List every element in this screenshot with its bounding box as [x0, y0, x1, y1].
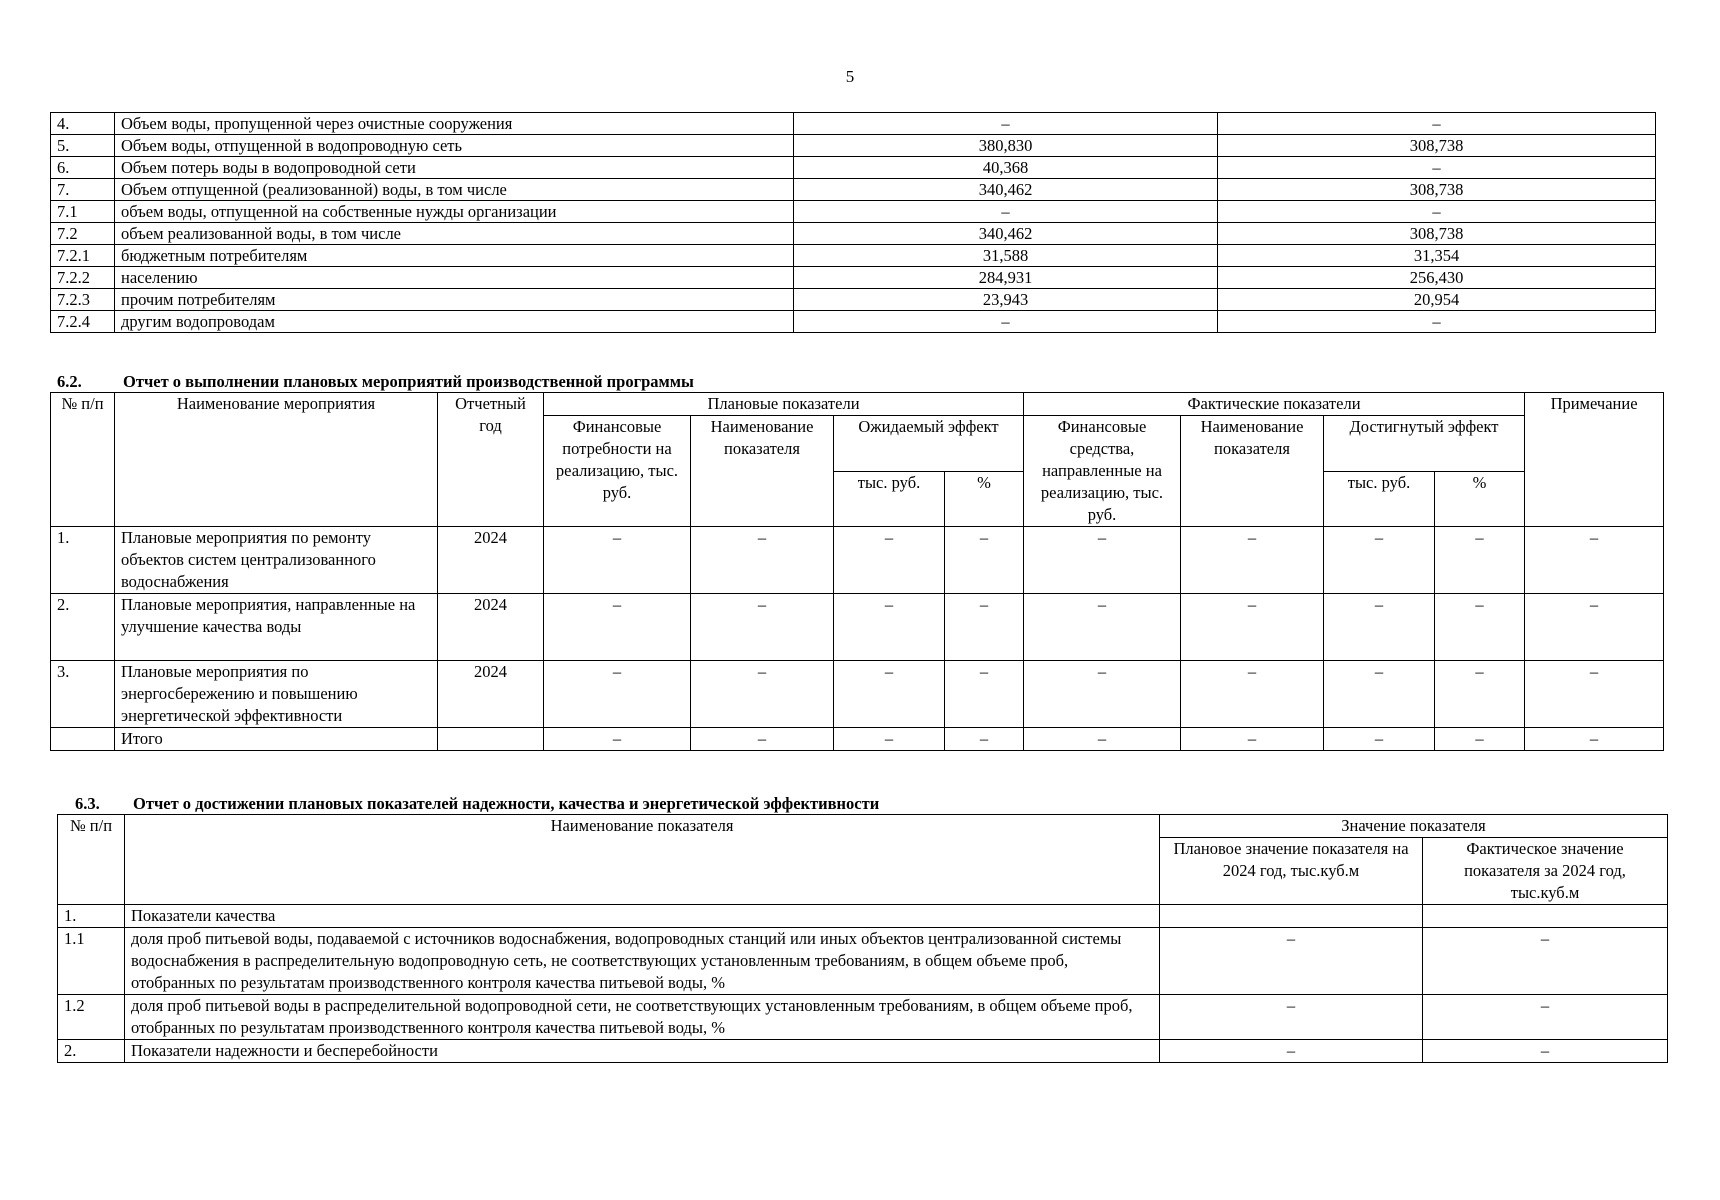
row-num: 2. — [51, 594, 115, 661]
indicators-table — [57, 814, 1668, 1063]
row-value: – — [1435, 661, 1525, 728]
row-name: Объем потерь воды в водопроводной сети — [115, 157, 794, 179]
row-num: 2. — [58, 1040, 125, 1063]
row-num: 7.2.4 — [51, 311, 115, 333]
row-value: – — [1181, 527, 1324, 594]
row-value: – — [945, 527, 1024, 594]
row-value: – — [945, 661, 1024, 728]
row-value: – — [945, 728, 1024, 751]
row-name: доля проб питьевой воды в распределительной водопроводной сети, не соответствующих установленным требованиям, в общем объеме проб, отобранных по результатам производственного контроля качества питьевой воды, % — [125, 995, 1160, 1040]
table-row — [51, 135, 1656, 157]
row-value: – — [691, 728, 834, 751]
row-name: Плановые мероприятия, направленные на улучшение качества воды — [115, 594, 438, 661]
row-planned: – — [1160, 928, 1423, 995]
row-value: – — [1525, 594, 1664, 661]
header-note: Примечание — [1525, 393, 1664, 527]
row-value-1: 340,462 — [794, 179, 1218, 201]
row-name: объем воды, отпущенной на собственные нужды организации — [115, 201, 794, 223]
header-planned-value: Плановое значение показателя на 2024 год, тыс.куб.м — [1160, 838, 1423, 905]
row-num: 7.2 — [51, 223, 115, 245]
row-planned: – — [1160, 1040, 1423, 1063]
row-num: 7.2.1 — [51, 245, 115, 267]
table-row — [51, 113, 1656, 135]
header-indicator-name: Наименование показателя — [125, 815, 1160, 905]
row-value: – — [1024, 728, 1181, 751]
row-value: – — [1324, 728, 1435, 751]
row-value-1: 23,943 — [794, 289, 1218, 311]
row-value: – — [1324, 594, 1435, 661]
page-number: 5 — [845, 67, 855, 86]
row-value-2: – — [1218, 311, 1656, 333]
row-value-1: 40,368 — [794, 157, 1218, 179]
table-row — [51, 201, 1656, 223]
row-name: Показатели качества — [125, 905, 1160, 928]
header-actual-financial: Финансовые средства, направленные на реализацию, тыс. руб. — [1024, 416, 1181, 527]
row-value: – — [834, 594, 945, 661]
row-value: – — [1525, 527, 1664, 594]
row-num: 7.1 — [51, 201, 115, 223]
row-value: – — [544, 527, 691, 594]
table-row — [58, 928, 1668, 995]
row-name: бюджетным потребителям — [115, 245, 794, 267]
row-value: – — [1024, 661, 1181, 728]
row-value-2: 256,430 — [1218, 267, 1656, 289]
header-plan-effect: Ожидаемый эффект — [834, 416, 1024, 472]
total-row — [51, 728, 1664, 751]
row-value: – — [1024, 527, 1181, 594]
header-actual-effect: Достигнутый эффект — [1324, 416, 1525, 472]
row-value: – — [691, 661, 834, 728]
row-name: Итого — [115, 728, 438, 751]
row-name: прочим потребителям — [115, 289, 794, 311]
row-planned — [1160, 905, 1423, 928]
row-value-2: – — [1218, 113, 1656, 135]
table-row — [51, 223, 1656, 245]
row-value: – — [1181, 594, 1324, 661]
table-row — [51, 267, 1656, 289]
row-num — [51, 728, 115, 751]
header-actual-thous: тыс. руб. — [1324, 471, 1435, 527]
header-num: № п/п — [58, 815, 125, 905]
row-value: – — [1024, 594, 1181, 661]
row-num: 1.2 — [58, 995, 125, 1040]
row-value: – — [834, 661, 945, 728]
table-row — [58, 1040, 1668, 1063]
row-value-2: – — [1218, 157, 1656, 179]
row-value: – — [691, 527, 834, 594]
table-row — [51, 594, 1664, 661]
header-planned: Плановые показатели — [544, 393, 1024, 416]
row-value: – — [945, 594, 1024, 661]
row-value: – — [1324, 661, 1435, 728]
header-actual-pct: % — [1435, 471, 1525, 527]
row-num: 7.2.2 — [51, 267, 115, 289]
row-num: 4. — [51, 113, 115, 135]
header-plan-thous: тыс. руб. — [834, 471, 945, 527]
row-num: 7. — [51, 179, 115, 201]
row-year: 2024 — [438, 527, 544, 594]
row-num: 7.2.3 — [51, 289, 115, 311]
header-measure-name: Наименование мероприятия — [115, 393, 438, 527]
row-value: – — [834, 527, 945, 594]
section-6-2-title: 6.2. Отчет о выполнении плановых мероприятий производственной программы — [57, 372, 694, 391]
row-name: Показатели надежности и бесперебойности — [125, 1040, 1160, 1063]
row-value: – — [1181, 728, 1324, 751]
row-value: – — [1435, 594, 1525, 661]
row-name: населению — [115, 267, 794, 289]
row-num: 3. — [51, 661, 115, 728]
row-num: 1. — [58, 905, 125, 928]
row-value-1: 31,588 — [794, 245, 1218, 267]
table-row — [51, 661, 1664, 728]
header-year: Отчетный год — [438, 393, 544, 527]
table-row — [51, 245, 1656, 267]
row-value: – — [1525, 728, 1664, 751]
row-value: – — [1435, 527, 1525, 594]
section-6-3-title: 6.3. Отчет о достижении плановых показателей надежности, качества и энергетической эффективности — [75, 794, 880, 813]
header-actual-indicator: Наименование показателя — [1181, 416, 1324, 527]
table-row — [51, 157, 1656, 179]
header-num: № п/п — [51, 393, 115, 527]
water-volume-table — [50, 112, 1656, 333]
row-name: Объем воды, отпущенной в водопроводную сеть — [115, 135, 794, 157]
row-value-2: 31,354 — [1218, 245, 1656, 267]
table-row — [51, 527, 1664, 594]
row-actual: – — [1423, 1040, 1668, 1063]
row-value-1: – — [794, 311, 1218, 333]
row-name: Объем отпущенной (реализованной) воды, в том числе — [115, 179, 794, 201]
row-value: – — [544, 594, 691, 661]
row-year: 2024 — [438, 594, 544, 661]
row-num: 5. — [51, 135, 115, 157]
row-value: – — [691, 594, 834, 661]
row-year — [438, 728, 544, 751]
table-row — [51, 311, 1656, 333]
row-value: – — [834, 728, 945, 751]
table-row — [51, 289, 1656, 311]
row-name: доля проб питьевой воды, подаваемой с источников водоснабжения, водопроводных станций или иных объектов централизованной системы водоснабжения в распределительную водопроводную сеть, не соответствующих установленным требованиям, в общем объеме проб, отобранных по результатам производственного контроля качества питьевой воды, % — [125, 928, 1160, 995]
row-value: – — [1525, 661, 1664, 728]
row-value-2: 308,738 — [1218, 179, 1656, 201]
row-name: Плановые мероприятия по энергосбережению и повышению энергетической эффективности — [115, 661, 438, 728]
row-value-1: 284,931 — [794, 267, 1218, 289]
row-actual — [1423, 905, 1668, 928]
row-name: Плановые мероприятия по ремонту объектов систем централизованного водоснабжения — [115, 527, 438, 594]
row-value: – — [1181, 661, 1324, 728]
row-actual: – — [1423, 995, 1668, 1040]
row-num: 1.1 — [58, 928, 125, 995]
table-row — [58, 905, 1668, 928]
row-value: – — [544, 661, 691, 728]
row-name: объем реализованной воды, в том числе — [115, 223, 794, 245]
row-value-1: – — [794, 113, 1218, 135]
row-year: 2024 — [438, 661, 544, 728]
row-value-2: – — [1218, 201, 1656, 223]
row-value-1: 340,462 — [794, 223, 1218, 245]
table-row — [58, 995, 1668, 1040]
table-row — [51, 179, 1656, 201]
row-name: другим водопроводам — [115, 311, 794, 333]
header-plan-pct: % — [945, 471, 1024, 527]
row-value: – — [544, 728, 691, 751]
row-num: 6. — [51, 157, 115, 179]
row-value-2: 308,738 — [1218, 135, 1656, 157]
header-actual-value: Фактическое значение показателя за 2024 год, тыс.куб.м — [1423, 838, 1668, 905]
row-planned: – — [1160, 995, 1423, 1040]
row-num: 1. — [51, 527, 115, 594]
row-value: – — [1435, 728, 1525, 751]
planned-measures-table — [50, 392, 1664, 751]
row-value-2: 308,738 — [1218, 223, 1656, 245]
row-actual: – — [1423, 928, 1668, 995]
row-value-1: – — [794, 201, 1218, 223]
header-plan-financial: Финансовые потребности на реализацию, тыс. руб. — [544, 416, 691, 527]
row-value-2: 20,954 — [1218, 289, 1656, 311]
header-value: Значение показателя — [1160, 815, 1668, 838]
row-value: – — [1324, 527, 1435, 594]
header-actual: Фактические показатели — [1024, 393, 1525, 416]
row-value-1: 380,830 — [794, 135, 1218, 157]
header-plan-indicator: Наименование показателя — [691, 416, 834, 527]
row-name: Объем воды, пропущенной через очистные сооружения — [115, 113, 794, 135]
